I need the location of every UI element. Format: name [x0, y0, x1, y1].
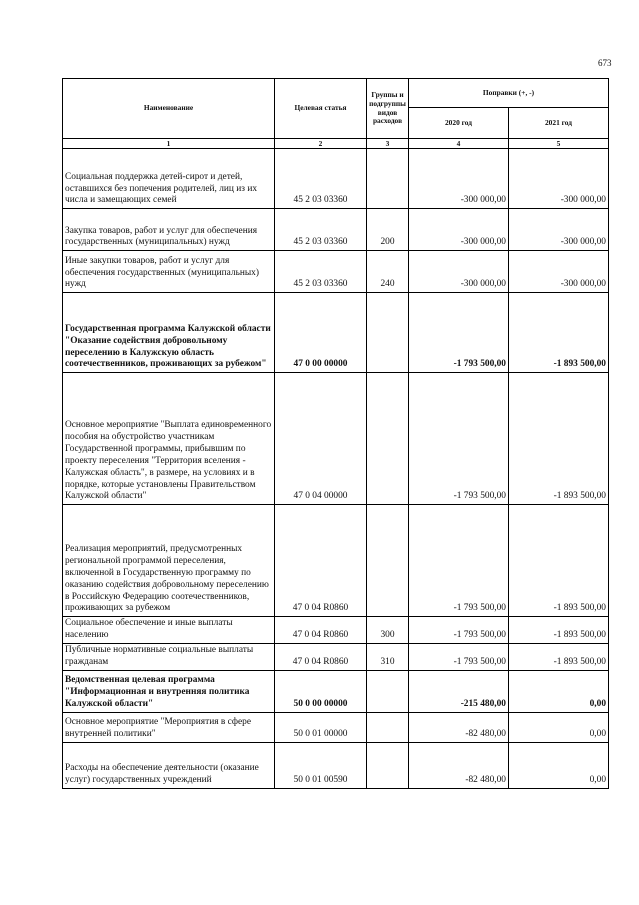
- row-code-cell: 47 0 04 R0860: [275, 617, 367, 644]
- row-amount-2021-cell: -1 893 500,00: [509, 644, 609, 671]
- row-code-cell: 47 0 00 00000: [275, 293, 367, 373]
- row-code-cell: 47 0 04 00000: [275, 373, 367, 505]
- row-group-cell: [367, 149, 409, 209]
- row-amount-2020-cell: -1 793 500,00: [409, 505, 509, 617]
- row-group-cell: [367, 743, 409, 789]
- row-amount-2020-cell: -1 793 500,00: [409, 617, 509, 644]
- row-amount-2021-cell: -1 893 500,00: [509, 505, 609, 617]
- header-year-2021: 2021 год: [509, 108, 609, 139]
- row-group-cell: 240: [367, 251, 409, 293]
- row-code-cell: 45 2 03 03360: [275, 209, 367, 251]
- row-amount-2021-cell: -1 893 500,00: [509, 617, 609, 644]
- row-code-cell: 50 0 00 00000: [275, 671, 367, 713]
- table-row: [63, 251, 609, 293]
- table-row: [63, 644, 609, 671]
- header-group-line: расходов: [372, 116, 403, 126]
- row-code-cell: 47 0 04 R0860: [275, 644, 367, 671]
- row-name-cell: Публичные нормативные социальные выплаты гражданам: [63, 644, 275, 671]
- table-row: [63, 373, 609, 505]
- budget-table: [62, 78, 609, 789]
- header-num: 3: [367, 139, 409, 149]
- header-year-2020: 2020 год: [409, 108, 509, 139]
- row-amount-2020-cell: -82 480,00: [409, 713, 509, 743]
- row-name-cell: Закупка товаров, работ и услуг для обеспечения государственных (муниципальных) нужд: [63, 209, 275, 251]
- row-group-cell: 200: [367, 209, 409, 251]
- table-row: [63, 293, 609, 373]
- header-name: Наименование: [63, 79, 275, 139]
- table-row: [63, 149, 609, 209]
- row-group-cell: 300: [367, 617, 409, 644]
- row-name-cell: Ведомственная целевая программа "Информационная и внутренняя политика Калужской области": [63, 671, 275, 713]
- row-name-cell: Социальное обеспечение и иные выплаты населению: [63, 617, 275, 644]
- row-code-cell: 50 0 01 00590: [275, 743, 367, 789]
- row-amount-2021-cell: -1 893 500,00: [509, 293, 609, 373]
- header-target: Целевая статья: [275, 79, 367, 139]
- row-name-cell: Реализация мероприятий, предусмотренных региональной программой переселения, включенной в Государственную программу по оказанию содействия добровольному переселению в Российскую Федерацию соотечественников, проживающих за рубежом: [63, 505, 275, 617]
- header-group-line: подгруппы: [369, 98, 406, 108]
- row-amount-2020-cell: -1 793 500,00: [409, 293, 509, 373]
- row-amount-2021-cell: -300 000,00: [509, 149, 609, 209]
- row-amount-2021-cell: -300 000,00: [509, 251, 609, 293]
- header-num: 5: [509, 139, 609, 149]
- row-name-cell: Основное мероприятие "Выплата единовременного пособия на обустройство участникам Государственной программы, прибывшим по проекту переселения "Территория вселения - Калужская область", в размере, на условиях и в порядке, которые установлены Правительством Калужской области": [63, 373, 275, 505]
- row-amount-2021-cell: -1 893 500,00: [509, 373, 609, 505]
- header-num: 1: [63, 139, 275, 149]
- row-amount-2020-cell: -1 793 500,00: [409, 373, 509, 505]
- row-name-cell: Иные закупки товаров, работ и услуг для обеспечения государственных (муниципальных) нужд: [63, 251, 275, 293]
- row-amount-2021-cell: 0,00: [509, 713, 609, 743]
- row-name-cell: Государственная программа Калужской области "Оказание содействия добровольному переселению в Калужскую область соотечественников, проживающих за рубежом": [63, 293, 275, 373]
- row-group-cell: [367, 373, 409, 505]
- row-name-cell: Социальная поддержка детей-сирот и детей, оставшихся без попечения родителей, лиц из их числа и замещающих семей: [63, 149, 275, 209]
- row-code-cell: 47 0 04 R0860: [275, 505, 367, 617]
- header-group: [367, 79, 409, 139]
- row-amount-2021-cell: 0,00: [509, 671, 609, 713]
- table-row: [63, 671, 609, 713]
- row-group-cell: 310: [367, 644, 409, 671]
- row-amount-2021-cell: -300 000,00: [509, 209, 609, 251]
- row-code-cell: 45 2 03 03360: [275, 251, 367, 293]
- row-amount-2020-cell: -300 000,00: [409, 209, 509, 251]
- row-group-cell: [367, 671, 409, 713]
- header-num: 4: [409, 139, 509, 149]
- table-row: [63, 617, 609, 644]
- row-name-cell: Расходы на обеспечение деятельности (оказание услуг) государственных учреждений: [63, 743, 275, 789]
- page-number: 673: [598, 58, 612, 68]
- row-amount-2020-cell: -215 480,00: [409, 671, 509, 713]
- row-amount-2020-cell: -1 793 500,00: [409, 644, 509, 671]
- table-row: [63, 505, 609, 617]
- row-code-cell: 50 0 01 00000: [275, 713, 367, 743]
- row-amount-2020-cell: -82 480,00: [409, 743, 509, 789]
- header-group-line: Группы и: [371, 90, 404, 100]
- row-amount-2020-cell: -300 000,00: [409, 149, 509, 209]
- row-amount-2021-cell: 0,00: [509, 743, 609, 789]
- row-name-cell: Основное мероприятие "Мероприятия в сфере внутренней политики": [63, 713, 275, 743]
- row-group-cell: [367, 293, 409, 373]
- header-num: 2: [275, 139, 367, 149]
- header-group-line: видов: [377, 107, 398, 117]
- row-group-cell: [367, 505, 409, 617]
- table-row: [63, 743, 609, 789]
- row-code-cell: 45 2 03 03360: [275, 149, 367, 209]
- table-row: [63, 209, 609, 251]
- header-amendments: Поправки (+, -): [409, 79, 609, 108]
- row-group-cell: [367, 713, 409, 743]
- table-row: [63, 713, 609, 743]
- row-amount-2020-cell: -300 000,00: [409, 251, 509, 293]
